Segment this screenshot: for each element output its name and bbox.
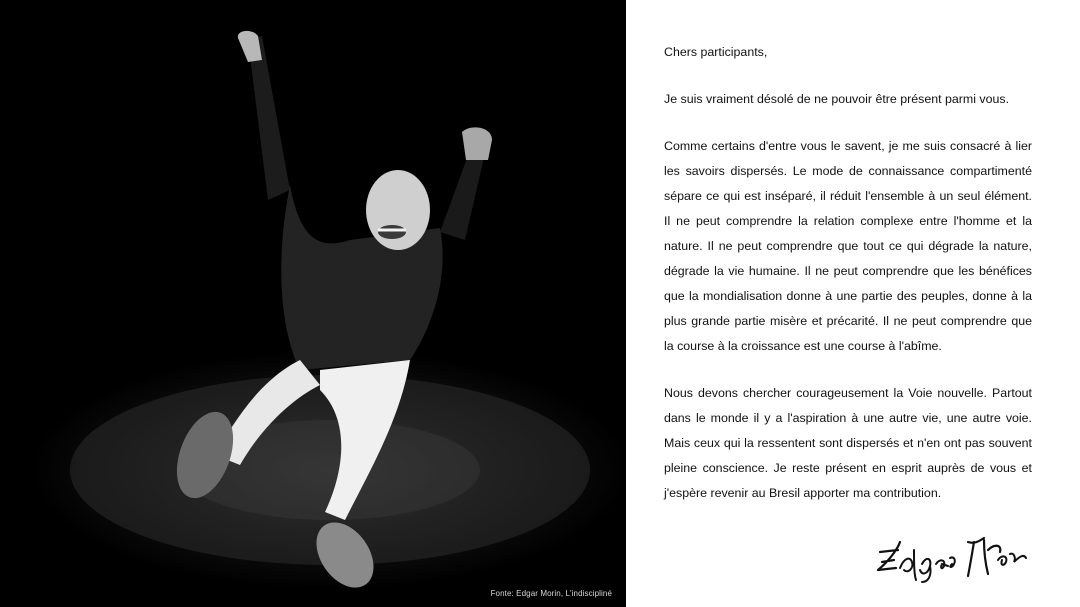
letter-paragraph: Je suis vraiment désolé de ne pouvoir être présent parmi vous.: [664, 92, 1010, 106]
photo-credit: Fonte: Edgar Morin, L'indiscipliné: [490, 589, 612, 598]
letter-paragraph: Nous devons chercher courageusement la Voie nouvelle. Partout dans le monde il y a l'aspiration à une autre vie, une autre voie. Mais ceux qui la ressentent sont dispersés et n'en ont pas souvent pleine conscience. Je reste présent en esprit auprès de vous et j'espère revenir au Bresil apporter ma contribution.: [664, 386, 1032, 500]
letter: [664, 40, 1032, 528]
letter-paragraph: Comme certains d'entre vous le savent, je me suis consacré à lier les savoirs dispersés. Le mode de connaissance compartimenté sépare ce qui est inséparé, il réduit l'ensemble à un seul élément. Il ne peut comprendre la relation complexe entre l'homme et la nature. Il ne peut comprendre que tout ce qui dégrade la nature, dégrade la vie humaine. Il ne peut comprendre que les bénéfices que la mondialisation donne à une partie des peuples, donne à la plus grande partie misère et précarité. Il ne peut comprendre que la course à la croissance est une course à l'abîme.: [664, 139, 1032, 353]
letter-greeting: Chers participants,: [664, 45, 768, 59]
handwritten-signature: [870, 530, 1035, 585]
